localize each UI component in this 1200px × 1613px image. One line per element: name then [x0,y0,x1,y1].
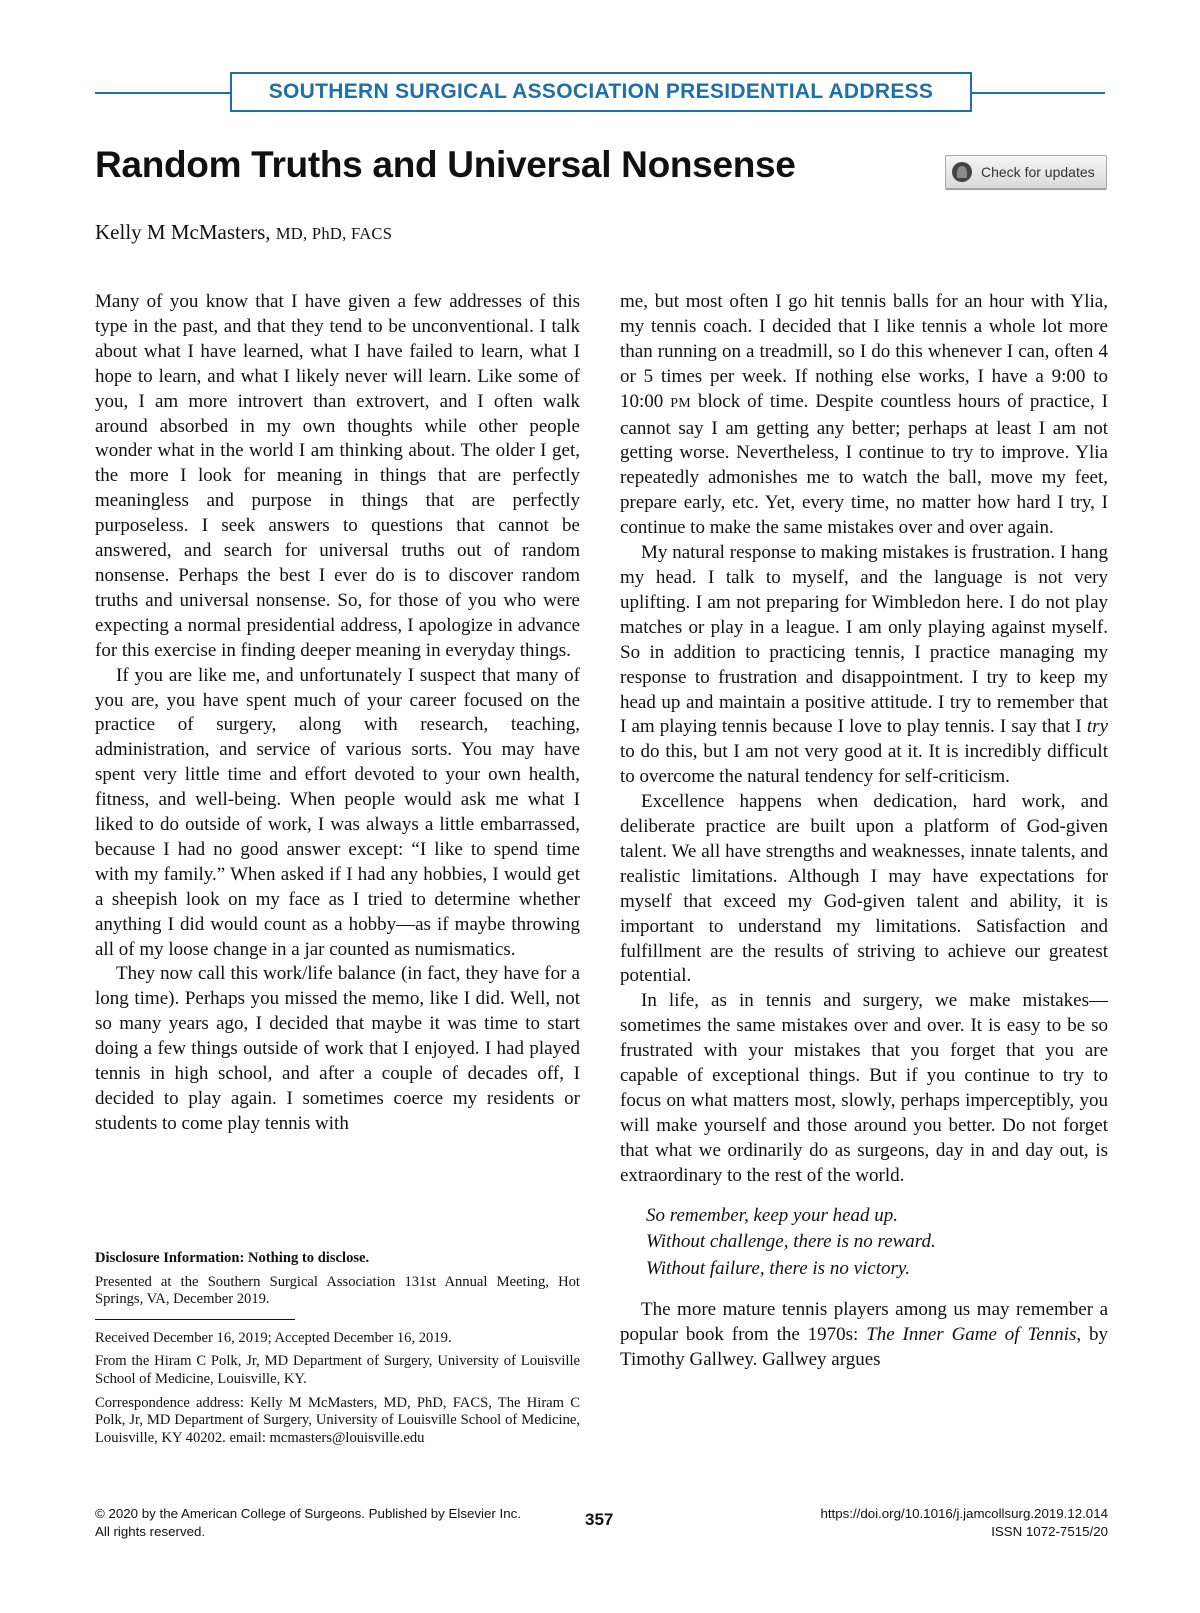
right-column [620,290,1108,1373]
footer-left [95,1505,521,1541]
rights-text: All rights reserved. [95,1524,206,1539]
poem-line: So remember, keep your head up. [646,1204,899,1226]
check-for-updates-button[interactable] [945,155,1107,189]
banner-rule-left [95,92,230,94]
page-number: 357 [585,1510,614,1529]
text-run: block of time. Despite countless hours of practice, I cannot say I am getting any better; perhaps at least I am not getting worse. Nevertheless, I continue to try to improve. Ylia repeatedly admonishes me to watch the ball, move my feet, prepare early, etc. Yet, every time, no matter how hard I try, I continue to make the same mistakes over and over again. [620,390,1108,539]
copyright-text: © 2020 by the American College of Surgeons. Published by Elsevier Inc. [95,1506,521,1521]
text-run-smallcaps: PM [670,395,692,411]
paragraph [620,1298,1108,1373]
poem-block [646,1203,1108,1283]
section-label: SOUTHERN SURGICAL ASSOCIATION PRESIDENTIAL ADDRESS [268,80,934,103]
text-run: My natural response to making mistakes is frustration. I hang my head. I talk to myself, and the language is not very uplifting. I am not preparing for Wimbledon here. I do not play matches or play in a league. I am only playing against myself. So in addition to practicing tennis, I practice managing my response to frustration and disappointment. I try to keep my head up and maintain a positive attitude. I try to remember that I am playing tennis because I love to play tennis. I say that I [620,542,1108,738]
text-run-italic: try [1086,716,1108,738]
author-line [95,220,392,245]
author-credentials: MD, PhD, FACS [275,224,393,243]
doi-link[interactable]: https://doi.org/10.1016/j.jamcollsurg.2019.12.014 [820,1506,1108,1521]
section-banner [230,72,972,112]
notes-divider [95,1319,295,1320]
author-name: Kelly M McMasters, [95,220,271,244]
disclosure-note: Disclosure Information: Nothing to disclose. [95,1250,370,1266]
presented-note: Presented at the Southern Surgical Association 131st Annual Meeting, Hot Springs, VA, December 2019. [95,1273,580,1308]
banner-rule-right [972,92,1105,94]
article-title: Random Truths and Universal Nonsense [95,144,796,185]
book-title: The Inner Game of Tennis [866,1324,1077,1346]
footer-right [820,1505,1108,1541]
crossmark-icon [952,162,972,182]
text-run: to do this, but I am not very good at it. It is incredibly difficult to overcome the natural tendency for self-criticism. [620,741,1108,788]
paragraph [620,541,1108,790]
text-run: The more mature tennis players among us may remember a popular book from the 1970s: [620,1299,1108,1346]
left-column [95,290,580,1137]
paragraph: They now call this work/life balance (in fact, they have for a long time). Perhaps you missed the memo, like I did. Well, not so many years ago, I decided that maybe it was time to start doing a few things outside of work that I enjoyed. I had played tennis in high school, and after a couple of decades off, I decided to play again. I sometimes coerce my residents or students to come play tennis with [95,963,580,1134]
paragraph: If you are like me, and unfortunately I suspect that many of you are, you have spent much of your career focused on the practice of surgery, along with research, teaching, administration, and service of various sorts. You may have spent very little time and effort devoted to your own health, fitness, and well-being. When people would ask me what I liked to do outside of work, I was always a little embarrassed, because I had no good answer except: “I like to spend time with my family.” When asked if I had any hobbies, I would get a sheepish look on my face as I tried to determine whether anything I did would count as a hobby—as if maybe throwing all of my loose change in a jar counted as numismatics. [95,664,580,960]
correspondence-note: Correspondence address: Kelly M McMasters, MD, PhD, FACS, The Hiram C Polk, Jr, MD Department of Surgery, University of Louisville School of Medicine, Louisville, KY 40202. email: mcmasters@louisville.edu [95,1394,580,1446]
paragraph: In life, as in tennis and surgery, we make mistakes—sometimes the same mistakes over and over. It is easy to be so frustrated with your mistakes that you forget that you are capable of exceptional things. But if you continue to try to focus on what matters most, slowly, perhaps imperceptibly, you will make yourself and those around you better. Do not forget that what we ordinarily do as surgeons, day in and day out, is extraordinary to the rest of the world. [620,990,1108,1186]
issn-text: ISSN 1072-7515/20 [991,1524,1108,1539]
paragraph: Many of you know that I have given a few addresses of this type in the past, and that they tend to be unconventional. I talk about what I have learned, what I have failed to learn, what I hope to learn, and what I likely never will learn. Like some of you, I am more introvert than extrovert, and I often walk around absorbed in my own thoughts while other people wonder what in the world I am thinking about. The older I get, the more I look for meaning in things that are perfectly meaningless and purpose in things that are perfectly purposeless. I seek answers to questions that cannot be answered, and search for universal truths out of random nonsense. Perhaps the best I ever do is to discover random truths and universal nonsense. So, for those of you who were expecting a normal presidential address, I apologize in advance for this exercise in finding deeper meaning in everyday things. [95,291,580,661]
text-run: , by Timothy Gallwey. Gallwey argues [620,1324,1109,1370]
received-note: Received December 16, 2019; Accepted December 16, 2019. [95,1329,452,1346]
paragraph: Excellence happens when dedication, hard work, and deliberate practice are built upon a platform of God-given talent. We all have strengths and weaknesses, innate talents, and realistic limitations. Although I may have expectations for myself that exceed my God-given talent and ability, it is important to understand my limitations. Satisfaction and fulfillment are the results of striving to achieve our greatest potential. [620,791,1108,987]
check-for-updates-label: Check for updates [981,164,1095,180]
poem-line: Without challenge, there is no reward. [646,1231,936,1253]
article-notes [95,1250,580,1453]
paragraph [620,290,1108,541]
text-run: me, but most often I go hit tennis balls for an hour with Ylia, my tennis coach. I decided that I like tennis a whole lot more than running on a treadmill, so I do this whenever I can, often 4 or 5 times per week. If nothing else works, I have a 9:00 to 10:00 [620,291,1108,412]
affiliation-note: From the Hiram C Polk, Jr, MD Department of Surgery, University of Louisville School of Medicine, Louisville, KY. [95,1353,580,1387]
poem-line: Without failure, there is no victory. [646,1257,911,1279]
